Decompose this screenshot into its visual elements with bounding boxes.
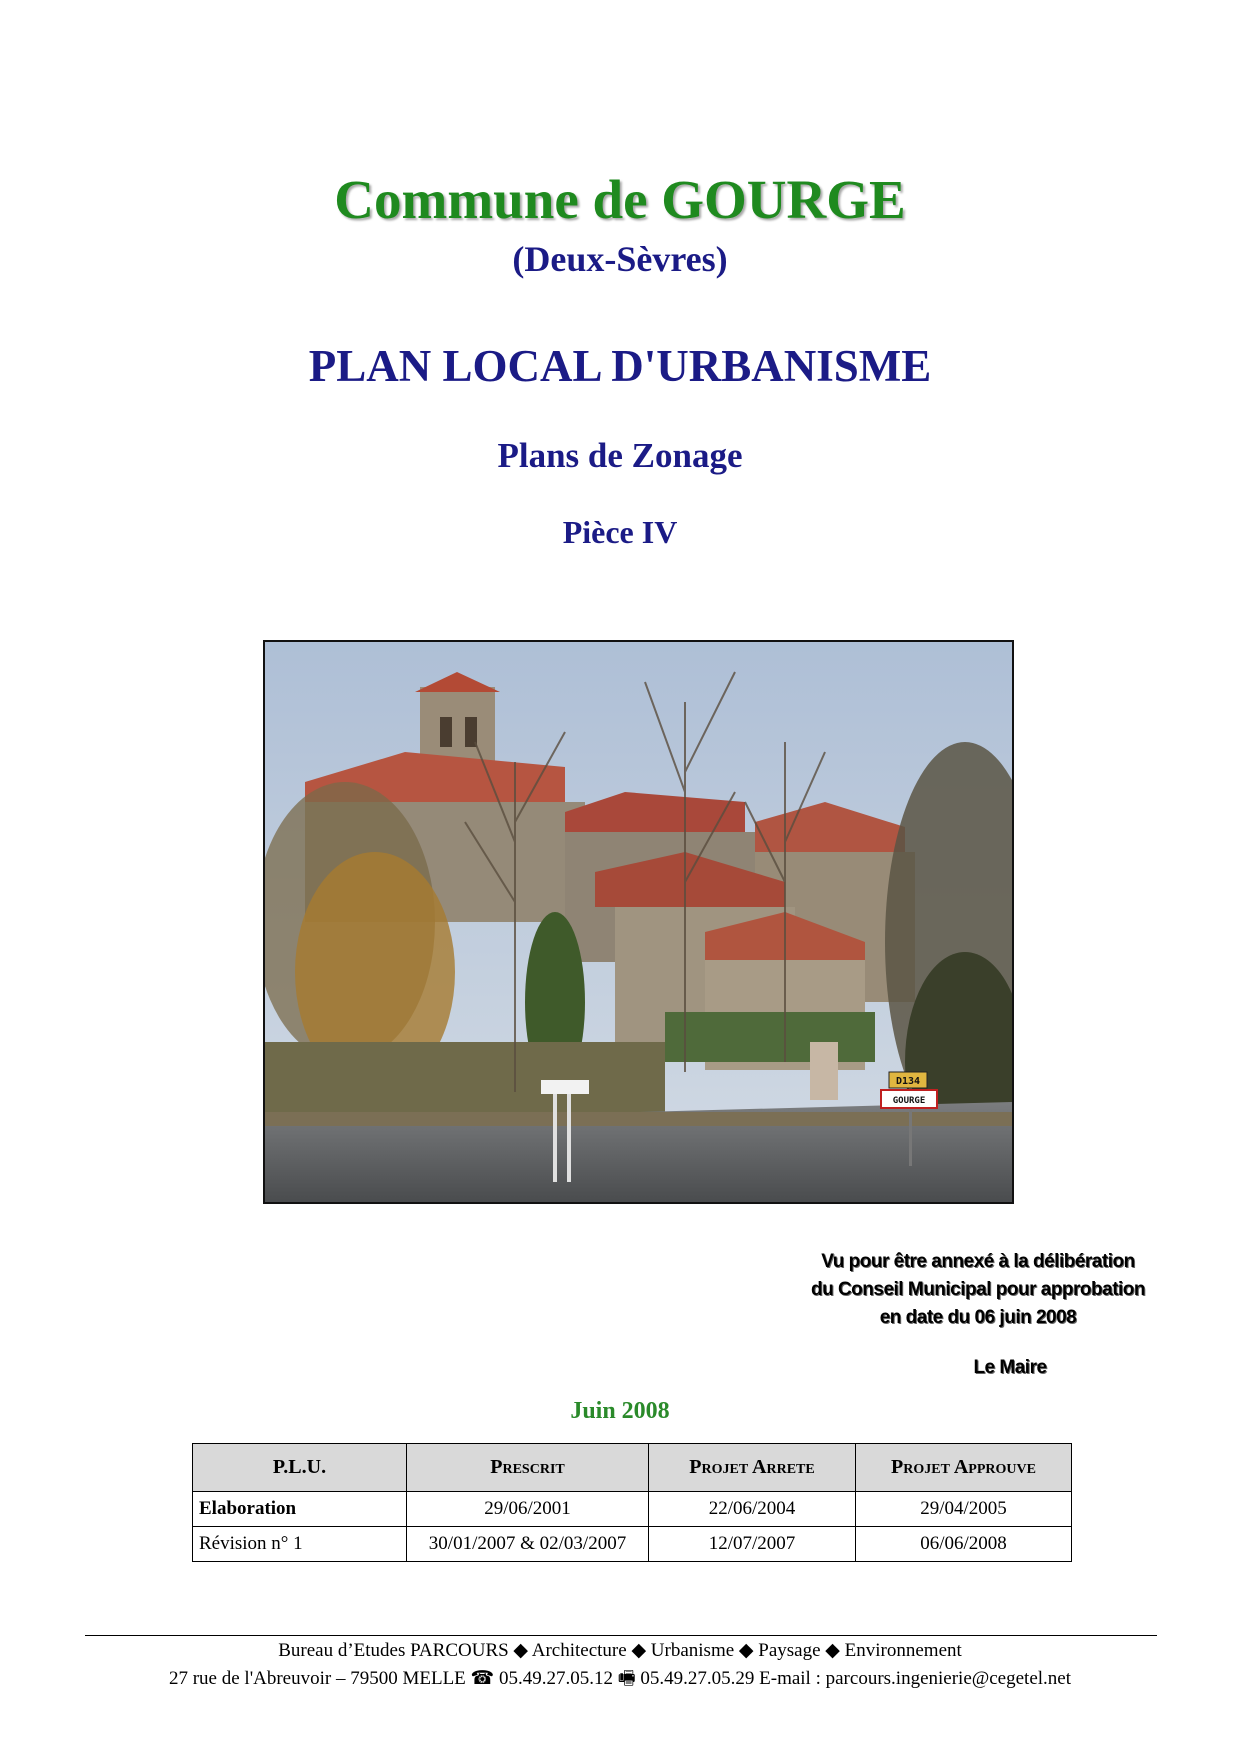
village-photo [263, 640, 1014, 1204]
document-title: PLAN LOCAL D'URBANISME [308, 341, 932, 391]
cell-prescrit: 29/06/2001 [407, 1492, 649, 1527]
department-subtitle: (Deux-Sèvres) [512, 239, 728, 279]
cell-prescrit: 30/01/2007 & 02/03/2007 [407, 1527, 649, 1562]
column-header-prescrit: Prescrit [407, 1444, 649, 1492]
column-header-projet-arrete: Projet Arrete [649, 1444, 856, 1492]
cell-projet-approuve: 29/04/2005 [856, 1492, 1072, 1527]
piece-label: Pièce IV [562, 514, 678, 550]
table-row [193, 1527, 1072, 1562]
document-date: Juin 2008 [570, 1398, 670, 1424]
row-label-revision: Révision n° 1 [193, 1527, 407, 1562]
cell-projet-arrete: 12/07/2007 [649, 1527, 856, 1562]
cell-projet-arrete: 22/06/2004 [649, 1492, 856, 1527]
column-header-plu: P.L.U. [193, 1444, 407, 1492]
table-row [193, 1492, 1072, 1527]
approval-annotation [768, 1248, 1188, 1332]
road-number-sign: D134 [895, 1076, 921, 1087]
footer-divider [85, 1635, 1157, 1636]
footer-contact-line: 27 rue de l'Abreuvoir – 79500 MELLE ☎ 05.49.27.05.12 🖷 05.49.27.05.29 E-mail : parcours.ingenierie@cegetel.net [168, 1668, 1071, 1689]
cell-projet-approuve: 06/06/2008 [856, 1527, 1072, 1562]
footer-company-line: Bureau d’Etudes PARCOURS ◆ Architecture ◆ Urbanisme ◆ Paysage ◆ Environnement [278, 1640, 962, 1661]
section-title: Plans de Zonage [497, 436, 743, 475]
column-header-projet-approuve: Projet Approuve [856, 1444, 1072, 1492]
annotation-line-1: Vu pour être annexé à la délibération [821, 1251, 1135, 1272]
town-name-sign: GOURGE [892, 1096, 926, 1106]
plu-procedure-table [192, 1443, 1072, 1562]
mayor-signature-label: Le Maire [973, 1357, 1047, 1378]
commune-title: Commune de GOURGE [334, 169, 906, 230]
table-header-row [193, 1444, 1072, 1492]
annotation-line-3: en date du 06 juin 2008 [879, 1307, 1077, 1328]
annotation-line-2: du Conseil Municipal pour approbation [810, 1279, 1146, 1300]
row-label-elaboration: Elaboration [193, 1492, 407, 1527]
